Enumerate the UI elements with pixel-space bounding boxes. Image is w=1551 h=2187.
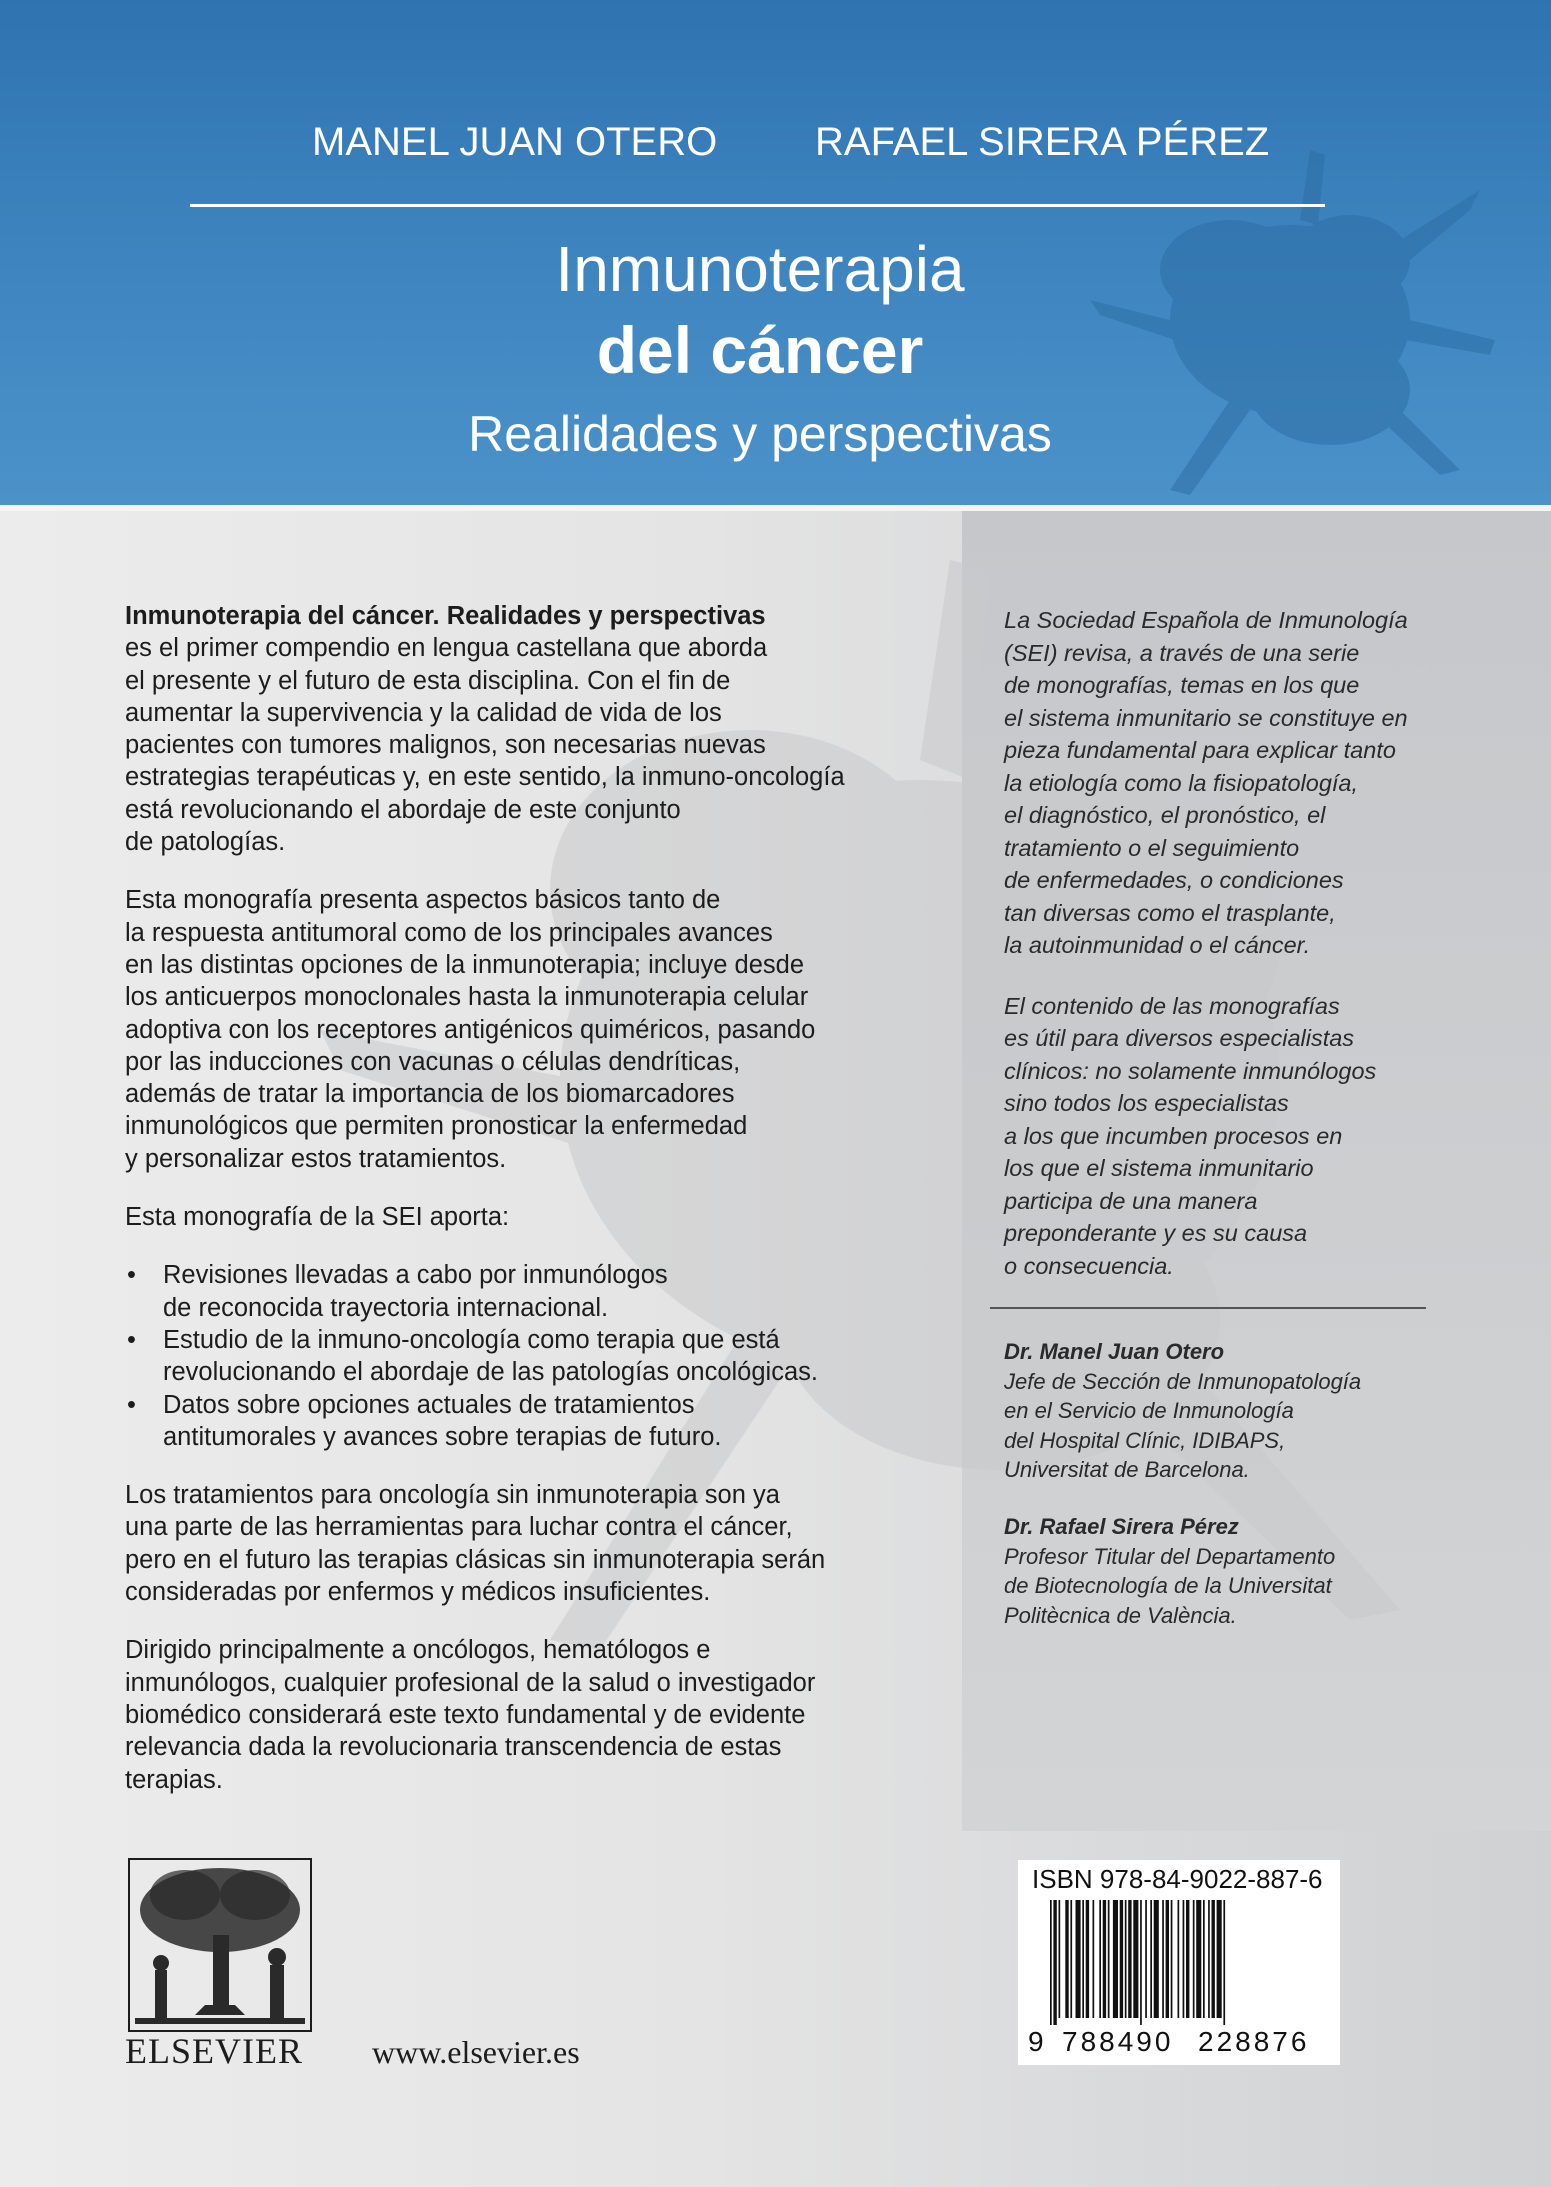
barcode-bar (1125, 1900, 1127, 2018)
publisher-name: ELSEVIER (125, 2031, 303, 2071)
barcode-bar (1099, 1900, 1101, 2018)
text-line: pero en el futuro las terapias clásicas sin inmunoterapia serán (125, 1545, 826, 1574)
barcode-bar (1150, 1900, 1152, 2018)
contributions-list (125, 1259, 925, 1453)
barcode-digit: 9 (1028, 2026, 1044, 2057)
text-line: Revisiones llevadas a cabo por inmunólogos (163, 1261, 668, 1290)
text-line: y personalizar estos tratamientos. (125, 1144, 507, 1173)
barcode-bar (1217, 1900, 1222, 2018)
barcode-bar (1178, 1900, 1180, 2018)
barcode-bar (1193, 1900, 1195, 2018)
barcode-bar (1162, 1900, 1164, 2018)
left-column-text (125, 600, 925, 1822)
text-line: inmunológicos que permiten pronosticar la enfermedad (125, 1112, 748, 1141)
list-item (125, 1259, 925, 1324)
text-line: aumentar la supervivencia y la calidad de vida de los (125, 698, 722, 727)
text-line: de reconocida trayectoria internacional. (163, 1293, 609, 1322)
contributions-intro: Esta monografía de la SEI aporta: (125, 1203, 510, 1232)
intro-bold-title: Inmunoterapia del cáncer. Realidades y perspectivas (125, 602, 766, 630)
text-line: consideradas por enfermos y médicos insuficientes. (125, 1578, 711, 1607)
text-line: de enfermedades, o condiciones (1004, 867, 1344, 893)
text-line: es útil para diversos especialistas (1004, 1025, 1355, 1051)
barcode-bar (1154, 1900, 1159, 2018)
text-line: en las distintas opciones de la inmunoterapia; incluye desde (125, 950, 805, 979)
text-line: la respuesta antitumoral como de los principales avances (125, 918, 773, 947)
text-line: biomédico considerará este texto fundamental y de evidente (125, 1700, 806, 1729)
barcode-digit-group: 788490 (1062, 2026, 1174, 2057)
text-line: tan diversas como el trasplante, (1004, 899, 1336, 926)
author-name: RAFAEL SIRERA PÉREZ (815, 120, 1270, 164)
barcode-bar (1065, 1900, 1068, 2018)
text-line: una parte de las herramientas para luchar contra el cáncer, (125, 1513, 793, 1542)
list-item (125, 1389, 925, 1454)
authors-row (0, 120, 1551, 180)
bio-line: Profesor Titular del Departamento (1004, 1543, 1336, 1569)
text-line: la etiología como la fisiopatología, (1004, 769, 1359, 796)
barcode-bar (1203, 1900, 1205, 2018)
text-line: por las inducciones con vacunas o células dendríticas, (125, 1047, 741, 1076)
bio-line: en el Servicio de Inmunología (1004, 1398, 1294, 1423)
bullet-icon: • (127, 1261, 136, 1290)
text-line: inmunólogos, cualquier profesional de la salud o investigador (125, 1668, 816, 1697)
text-line: clínicos: no solamente inmunólogos (1004, 1057, 1377, 1084)
content-paragraph (1004, 990, 1504, 1283)
barcode-bar (1086, 1900, 1089, 2018)
text-line: terapias. (125, 1765, 223, 1794)
text-line: revolucionando el abordaje de las patologías oncológicas. (163, 1358, 818, 1387)
text-line: pacientes con tumores malignos, son necesarias nuevas (125, 731, 766, 760)
text-line: relevancia dada la revolucionaria transcendencia de estas (125, 1733, 782, 1762)
barcode-bar (1128, 1900, 1131, 2018)
barcode-bar (1103, 1900, 1106, 2018)
text-line: La Sociedad Española de Inmunología (1004, 607, 1408, 633)
header-divider (190, 204, 1325, 207)
text-line: Estudio de la inmuno-oncología como terapia que está (163, 1325, 780, 1354)
text-line: además de tratar la importancia de los biomarcadores (125, 1080, 735, 1109)
audience-paragraph (125, 1634, 925, 1795)
text-line: Dirigido principalmente a oncólogos, hematólogos e (125, 1636, 711, 1665)
barcode-bar (1196, 1900, 1201, 2018)
elsevier-tree-logo-icon (125, 1855, 315, 2035)
text-line: participa de una manera (1004, 1187, 1258, 1214)
barcode-bar (1053, 1900, 1056, 2025)
text-line: o consecuencia. (1004, 1252, 1174, 1279)
text-line: es el primer compendio en lengua castellana que aborda (125, 634, 768, 663)
barcode-bar (1076, 1900, 1081, 2018)
text-line: el presente y el futuro de esta disciplina. Con el fin de (125, 666, 731, 695)
text-line: pieza fundamental para explicar tanto (1004, 737, 1396, 763)
bio-line: Jefe de Sección de Inmunopatología (1004, 1368, 1362, 1394)
isbn-label: ISBN 978-84-9022-887-6 (1032, 1864, 1323, 1894)
text-line: a los que incumben procesos en (1004, 1122, 1343, 1149)
text-line: (SEI) revisa, a través de una serie (1004, 639, 1360, 666)
barcode-bar (1140, 1900, 1142, 2025)
barcode-bar (1223, 1900, 1225, 2025)
header-band (0, 0, 1551, 505)
right-column-text (1004, 604, 1504, 1310)
bio-line: Politècnica de València. (1004, 1602, 1237, 1628)
text-line: el sistema inmunitario se constituye en (1004, 704, 1408, 731)
text-line: sino todos los especialistas (1004, 1090, 1289, 1116)
barcode-digit-group: 228876 (1198, 2026, 1310, 2057)
oncology-paragraph (125, 1479, 925, 1608)
monograph-paragraph (125, 884, 925, 1175)
bullet-icon: • (127, 1325, 136, 1354)
book-subtitle: Realidades y perspectivas (468, 406, 1052, 462)
bio-line: Universitat de Barcelona. (1004, 1457, 1250, 1482)
barcode-bar (1171, 1900, 1173, 2018)
barcode-bar (1050, 1900, 1052, 2025)
barcode-bar (1183, 1900, 1185, 2018)
text-line: Los tratamientos para oncología sin inmunoterapia son ya (125, 1481, 780, 1510)
sei-paragraph (1004, 604, 1504, 962)
text-line: Esta monografía presenta aspectos básicos tanto de (125, 886, 721, 915)
text-line: el diagnóstico, el pronóstico, el (1004, 802, 1326, 828)
publisher-website-link[interactable]: www.elsevier.es (372, 2034, 580, 2070)
text-line: tratamiento o el seguimiento (1004, 834, 1300, 861)
book-title-line-1: Inmunoterapia (555, 233, 965, 305)
author-bio-2 (1004, 1512, 1504, 1630)
intro-paragraph (125, 600, 925, 858)
barcode-bar (1208, 1900, 1210, 2018)
barcode-bar (1166, 1900, 1169, 2018)
list-item (125, 1324, 925, 1389)
text-line: los anticuerpos monoclonales hasta la inmunoterapia celular (125, 983, 809, 1012)
text-line: de patologías. (125, 828, 286, 857)
book-title-line-2: del cáncer (596, 313, 924, 387)
bio-name: Dr. Rafael Sirera Pérez (1004, 1514, 1239, 1539)
text-line: Datos sobre opciones actuales de tratamientos (163, 1390, 695, 1419)
bio-line: del Hospital Clínic, IDIBAPS, (1004, 1427, 1286, 1453)
barcode-bar (1070, 1900, 1072, 2018)
isbn-barcode (1018, 1860, 1340, 2065)
right-column-divider (990, 1307, 1426, 1309)
barcode-bar (1186, 1900, 1189, 2018)
barcode-bar (1108, 1900, 1110, 2018)
text-line: preponderante y es su causa (1004, 1220, 1308, 1246)
barcode-bar (1113, 1900, 1118, 2018)
bio-name: Dr. Manel Juan Otero (1004, 1339, 1225, 1364)
text-line: los que el sistema inmunitario (1004, 1155, 1314, 1181)
text-line: estrategias terapéuticas y, en este sentido, la inmuno-oncología (125, 763, 845, 792)
text-line: de monografías, temas en los que (1004, 672, 1360, 698)
barcode-bar (1133, 1900, 1138, 2018)
bio-line: de Biotecnología de la Universitat (1004, 1573, 1332, 1598)
author-name: MANEL JUAN OTERO (312, 120, 718, 164)
barcode-bar (1120, 1900, 1123, 2018)
barcode-bar (1082, 1900, 1084, 2018)
author-bio-1 (1004, 1337, 1504, 1485)
bullet-icon: • (127, 1390, 136, 1419)
barcode-bar (1059, 1900, 1061, 2018)
text-line: adoptiva con los receptores antigénicos quiméricos, pasando (125, 1015, 816, 1044)
text-line: antitumorales y avances sobre terapias de futuro. (163, 1422, 722, 1451)
barcode-bar (1145, 1900, 1147, 2018)
barcode-digits (1028, 2026, 1330, 2060)
barcode-bars-icon (1028, 1900, 1330, 2025)
barcode-bar (1093, 1900, 1095, 2018)
barcode-bar (1212, 1900, 1215, 2018)
text-line: está revolucionando el abordaje de este conjunto (125, 795, 681, 824)
text-line: El contenido de las monografías (1004, 992, 1340, 1019)
text-line: la autoinmunidad o el cáncer. (1004, 932, 1311, 958)
